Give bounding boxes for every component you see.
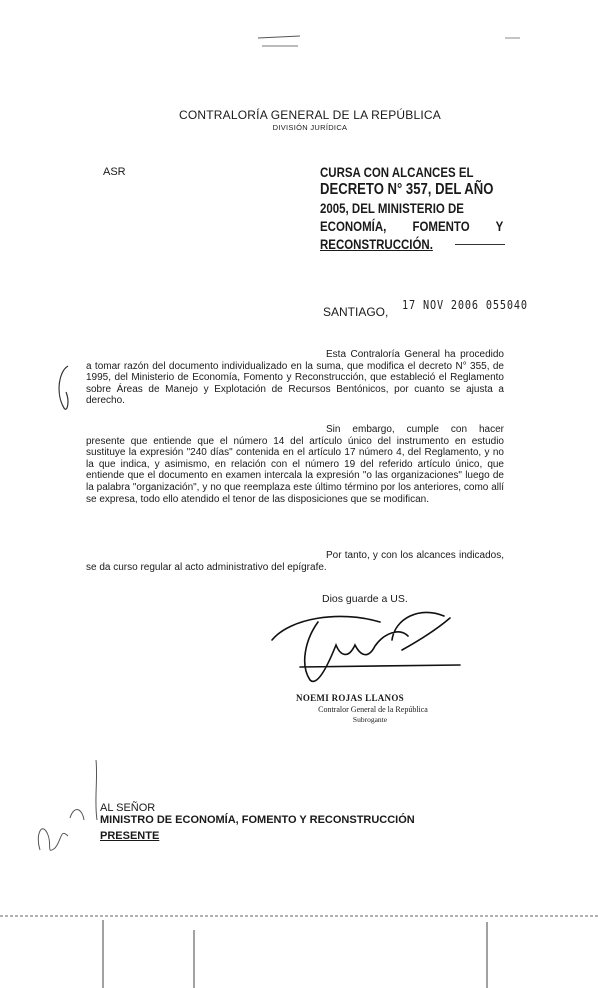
subject-block bbox=[320, 163, 504, 253]
signer-title: Contralor General de la República bbox=[318, 705, 428, 714]
reference-initials: ASR bbox=[103, 166, 126, 178]
body-paragraph: Esta Contraloría General ha procedido a tomar razón del documento individualizado en la suma, que modifica el decreto N° 355, de 1995, del Ministerio de Economía, Fomento y Reconstrucción, que estableció el Reglamento sobre Áreas de Manejo y Explotación de Recursos Bentónicos, por cuanto se ajusta a derecho. bbox=[86, 349, 504, 407]
signer-subtitle: Subrogante bbox=[352, 715, 388, 724]
signer-name: NOEMI ROJAS LLANOS bbox=[296, 693, 404, 703]
institution-name: CONTRALORÍA GENERAL DE LA REPÚBLICA bbox=[179, 108, 441, 122]
division-name: DIVISIÓN JURÍDICA bbox=[272, 123, 348, 132]
addressee-presente: PRESENTE bbox=[100, 830, 160, 842]
addressee-title: MINISTRO DE ECONOMÍA, FOMENTO Y RECONSTRUCCIÓN bbox=[100, 814, 415, 826]
date-stamp: 17 NOV 2006 055040 bbox=[402, 298, 528, 312]
handwritten-signature bbox=[272, 612, 460, 681]
addressee-salutation: AL SEÑOR bbox=[100, 802, 156, 814]
subject-line: 2005, DEL MINISTERIO DE bbox=[320, 200, 464, 216]
subject-line: RECONSTRUCCIÓN. bbox=[320, 236, 433, 252]
place: SANTIAGO, bbox=[323, 305, 389, 319]
subject-line: ECONOMÍA, FOMENTO Y bbox=[320, 218, 504, 234]
handwritten-annotation bbox=[38, 760, 97, 850]
body-paragraph: Sin embargo, cumple con hacer presente que entiende que el número 14 del artículo único del instrumento en estudio sustituye la expresión "240 días" contenida en el artículo 17 número 4, del Reglamento, y no la que indica, y asimismo, en relación con el número 19 del referido artículo único, que entiende que el documento en examen intercala la expresión "o las organizaciones" luego de la palabra "organización", y no que reemplaza este último término por los anteriores, como allí se expresa, todo ello atendido el tenor de las disposiciones que se modifican. bbox=[86, 424, 504, 505]
subject-line: DECRETO N° 357, DEL AÑO bbox=[320, 181, 494, 198]
subject-line: CURSA CON ALCANCES EL bbox=[320, 164, 474, 180]
closing-greeting: Dios guarde a US. bbox=[322, 593, 408, 605]
subject-underline bbox=[455, 244, 505, 245]
body-paragraph: Por tanto, y con los alcances indicados, se da curso regular al acto administrativo del epígrafe. bbox=[86, 550, 504, 573]
margin-mark bbox=[59, 366, 68, 409]
